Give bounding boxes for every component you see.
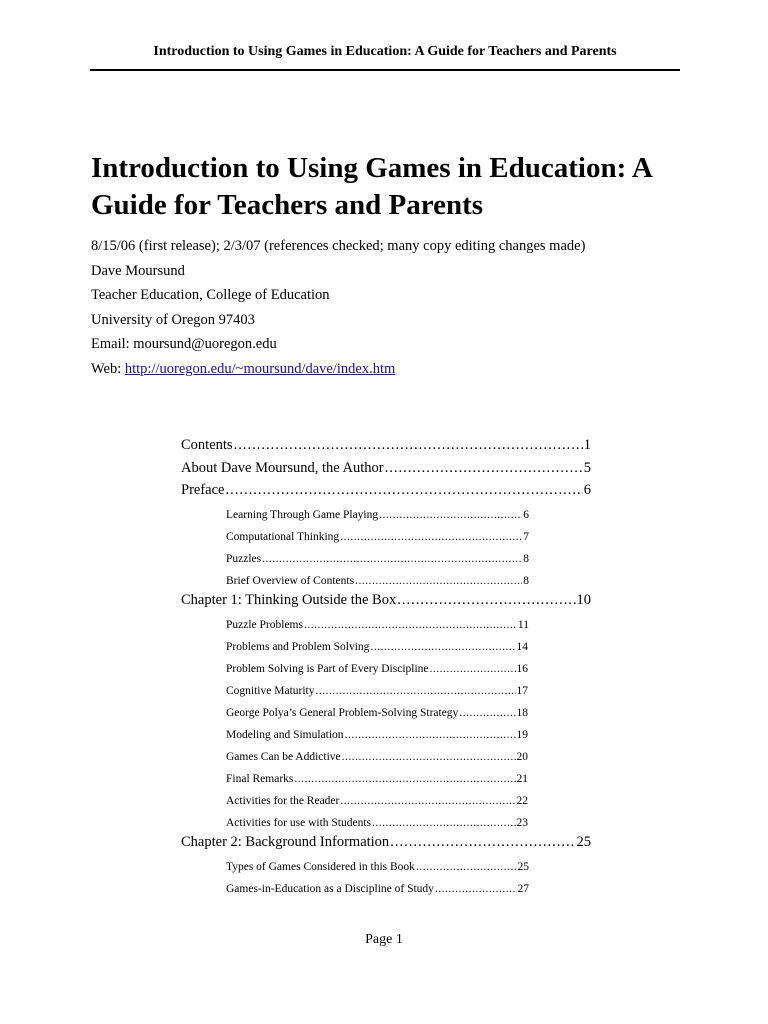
- toc-entry-page: 6: [583, 481, 591, 498]
- toc-dot-leader: [340, 531, 522, 543]
- toc-entry-page: 21: [516, 773, 528, 786]
- toc-entry-page: 22: [516, 795, 528, 808]
- email-line: Email: moursund@uoregon.edu: [91, 336, 277, 353]
- toc-subentry[interactable]: [226, 653, 528, 675]
- toc-subentry[interactable]: [226, 499, 529, 521]
- toc-entry-label: Contents: [181, 437, 233, 454]
- toc-subentry[interactable]: [226, 851, 529, 873]
- toc-entry-label: Computational Thinking: [226, 530, 340, 543]
- toc-entry-page: 7: [523, 530, 529, 543]
- toc-entry-page: 6: [523, 508, 529, 521]
- toc-entry[interactable]: [181, 829, 591, 851]
- toc-subentry[interactable]: [226, 565, 529, 587]
- toc-subentry[interactable]: [226, 631, 528, 653]
- toc-dot-leader: [370, 641, 515, 653]
- toc-entry-page: 5: [583, 459, 591, 476]
- toc-dot-leader: [234, 437, 583, 454]
- university-address: University of Oregon 97403: [91, 311, 255, 328]
- toc-dot-leader: [262, 553, 522, 565]
- toc-dot-leader: [430, 663, 516, 675]
- toc-dot-leader: [304, 619, 517, 631]
- table-of-contents: [181, 432, 591, 895]
- toc-entry-page: 18: [516, 707, 528, 720]
- toc-entry-label: Puzzle Problems: [226, 619, 303, 632]
- page-number: Page 1: [365, 932, 403, 947]
- toc-entry-page: 16: [516, 663, 528, 676]
- toc-entry[interactable]: [181, 477, 591, 499]
- toc-entry-label: Puzzles: [226, 552, 262, 565]
- toc-dot-leader: [379, 509, 522, 521]
- toc-subentry[interactable]: [226, 807, 528, 829]
- toc-dot-leader: [372, 817, 515, 829]
- toc-dot-leader: [459, 707, 515, 719]
- toc-dot-leader: [340, 795, 515, 807]
- toc-entry-page: 8: [523, 574, 529, 587]
- release-info: 8/15/06 (first release); 2/3/07 (references checked; many copy editing changes made): [91, 238, 586, 254]
- toc-entry-page: 1: [583, 437, 591, 454]
- toc-dot-leader: [397, 592, 575, 609]
- toc-entry-page: 11: [517, 619, 529, 632]
- toc-entry-label: George Polya’s General Problem-Solving Strategy: [226, 707, 459, 720]
- toc-entry-label: Modeling and Simulation: [226, 729, 344, 742]
- toc-entry-label: Games-in-Education as a Discipline of Study: [226, 883, 434, 896]
- toc-entry-label: Brief Overview of Contents: [226, 574, 355, 587]
- toc-entry-page: 8: [523, 552, 529, 565]
- title-line-1: Introduction to Using Games in Education: A: [91, 152, 653, 184]
- toc-entry-page: 20: [516, 751, 528, 764]
- author-name: Dave Moursund: [91, 262, 185, 279]
- web-label: Web:: [91, 360, 125, 377]
- toc-subentry[interactable]: [226, 521, 529, 543]
- toc-entry-page: 19: [516, 729, 528, 742]
- toc-entry-label: Learning Through Game Playing: [226, 508, 379, 521]
- toc-entry-label: About Dave Moursund, the Author: [181, 459, 384, 476]
- toc-entry-label: Problems and Problem Solving: [226, 641, 370, 654]
- toc-dot-leader: [294, 773, 515, 785]
- toc-entry-label: Problem Solving is Part of Every Discipline: [226, 663, 429, 676]
- toc-entry-page: 27: [517, 883, 529, 896]
- toc-entry-page: 23: [516, 817, 528, 830]
- toc-dot-leader: [390, 834, 575, 851]
- toc-entry-label: Types of Games Considered in this Book: [226, 861, 415, 874]
- toc-subentry[interactable]: [226, 675, 528, 697]
- toc-entry[interactable]: [181, 454, 591, 476]
- toc-dot-leader: [355, 575, 522, 587]
- web-line: [91, 357, 711, 382]
- toc-dot-leader: [315, 685, 515, 697]
- toc-entry[interactable]: [181, 432, 591, 454]
- toc-subentry[interactable]: [226, 763, 528, 785]
- toc-dot-leader: [225, 482, 582, 499]
- toc-dot-leader: [342, 751, 516, 763]
- toc-entry-label: Activities for use with Students: [226, 817, 372, 830]
- toc-entry-label: Final Remarks: [226, 773, 294, 786]
- toc-dot-leader: [416, 861, 517, 873]
- document-metadata: [91, 234, 711, 382]
- toc-dot-leader: [345, 729, 516, 741]
- toc-entry-page: 17: [516, 685, 528, 698]
- toc-subentry[interactable]: [226, 609, 529, 631]
- toc-entry[interactable]: [181, 587, 591, 609]
- toc-dot-leader: [435, 883, 517, 895]
- toc-dot-leader: [385, 460, 583, 477]
- toc-entry-page: 10: [576, 592, 591, 609]
- toc-subentry[interactable]: [226, 543, 529, 565]
- toc-subentry[interactable]: [226, 697, 528, 719]
- toc-entry-label: Cognitive Maturity: [226, 685, 315, 698]
- header-rule: [90, 69, 680, 71]
- toc-entry-page: 25: [517, 861, 529, 874]
- toc-subentry[interactable]: [226, 785, 528, 807]
- title-line-2: Guide for Teachers and Parents: [91, 189, 484, 221]
- toc-subentry[interactable]: [226, 719, 528, 741]
- toc-subentry[interactable]: [226, 741, 528, 763]
- running-header: Introduction to Using Games in Education: A Guide for Teachers and Parents: [153, 44, 617, 59]
- toc-entry-label: Preface: [181, 481, 225, 498]
- toc-entry-label: Activities for the Reader: [226, 795, 340, 808]
- toc-entry-label: Chapter 2: Background Information: [181, 834, 390, 851]
- toc-entry-page: 25: [576, 834, 591, 851]
- toc-entry-label: Chapter 1: Thinking Outside the Box: [181, 592, 397, 609]
- toc-subentry[interactable]: [226, 873, 529, 895]
- document-title: [91, 150, 691, 224]
- toc-entry-page: 14: [516, 641, 528, 654]
- department: Teacher Education, College of Education: [91, 287, 330, 304]
- toc-entry-label: Games Can be Addictive: [226, 751, 341, 764]
- web-link[interactable]: http://uoregon.edu/~moursund/dave/index.htm: [124, 360, 396, 377]
